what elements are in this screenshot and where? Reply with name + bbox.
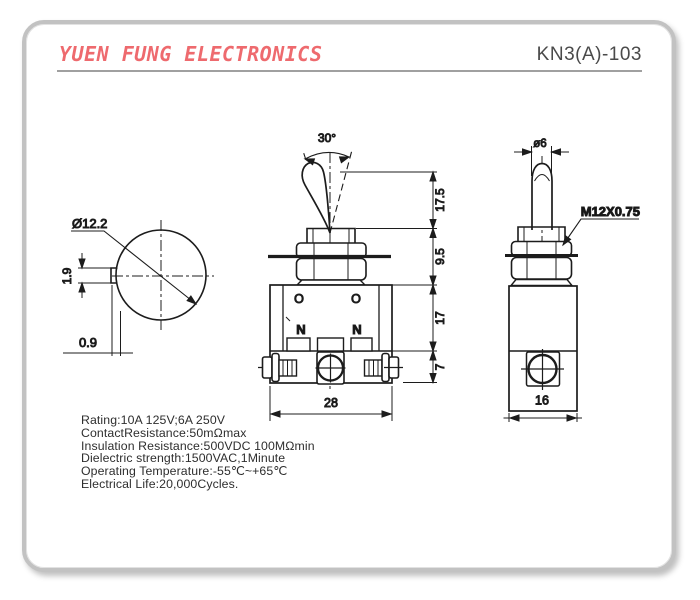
- dim-label-lever-height: 17.5: [433, 188, 447, 212]
- part-number: KN3(A)-103: [536, 44, 642, 65]
- terminal-screw-side: [521, 349, 564, 390]
- contact-marking-o-right: O: [351, 292, 361, 306]
- toggle-lever-side: [514, 138, 569, 230]
- dim-label-front-width: 28: [324, 396, 338, 410]
- spec-line-electrical-life: Electrical Life:20,000Cycles.: [81, 476, 239, 491]
- dim-label-bushing-height: 9.5: [433, 248, 447, 265]
- dim-label-terminal-height: 7: [433, 363, 447, 371]
- dim-label-throw-angle: 30°: [317, 131, 337, 145]
- dim-key-offset: [63, 285, 133, 356]
- spec-line-insulation-resistance: Insulation Resistance:500VDC 100MΩmin: [81, 438, 315, 453]
- front-view: [258, 131, 447, 421]
- contact-marking-n-right: N: [352, 322, 362, 337]
- dim-label-body-height: 17: [433, 311, 447, 325]
- dim-label-key-height: 1.9: [60, 267, 74, 285]
- dim-hole-diameter: [71, 216, 198, 306]
- spec-line-dielectric-strength: Dielectric strength:1500VAC,1Minute: [81, 451, 286, 466]
- dim-label-key-offset: 0.9: [78, 335, 98, 350]
- dim-label-lever-diameter: ø6: [533, 138, 547, 150]
- bushing-side: [505, 204, 640, 286]
- dim-label-thread-spec: M12X0.75: [580, 204, 640, 219]
- switch-body-side: [509, 286, 577, 411]
- company-logo-text: YUEN FUNG ELECTRONICS: [59, 42, 323, 66]
- specifications: [81, 414, 315, 491]
- spec-line-operating-temperature: Operating Temperature:-55℃~+65℃: [81, 464, 288, 479]
- contact-marking-n-left: N: [296, 322, 306, 337]
- dim-side-width: [504, 413, 583, 422]
- spec-line-rating: Rating:10A 125V;6A 250V: [81, 413, 226, 427]
- dim-label-side-width: 16: [535, 393, 549, 408]
- side-view: [504, 138, 641, 422]
- dim-label-hole-diameter: Ø12.2: [72, 216, 108, 231]
- contact-marking-o-left: O: [294, 292, 304, 306]
- dim-key-height: [60, 253, 111, 298]
- panel-cutout-view: [60, 216, 214, 356]
- toggle-lever-front: [302, 131, 352, 233]
- thread-callout: [561, 204, 640, 247]
- terminal-screw-center: [316, 352, 346, 384]
- spec-line-contact-resistance: ContactResistance:50mΩmax: [81, 425, 247, 440]
